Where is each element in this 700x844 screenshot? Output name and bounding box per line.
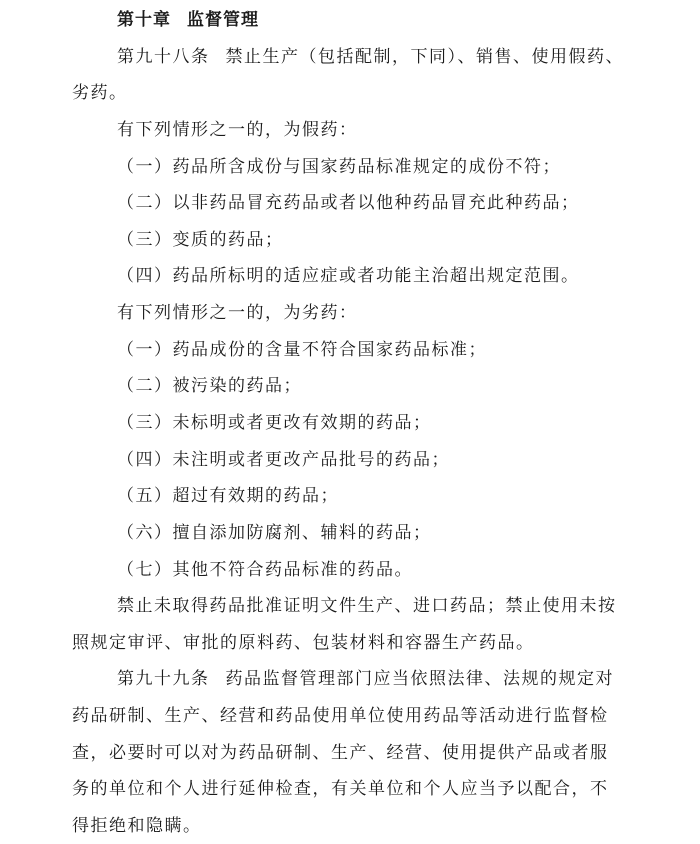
chapter-title: 监督管理 <box>187 10 259 30</box>
fake-drug-intro: 有下列情形之一的，为假药： <box>117 120 358 140</box>
chapter-heading <box>117 8 259 32</box>
inferior-item-1: （一）药品成份的含量不符合国家药品标准； <box>117 340 487 360</box>
article-98-text-line1: 禁止生产（包括配制，下同）、销售、使用假药、 <box>225 47 624 67</box>
article-99-line3: 查，必要时可以对为药品研制、生产、经营、使用提供产品或者服 <box>72 743 609 763</box>
inferior-item-3: （三）未标明或者更改有效期的药品； <box>117 413 432 433</box>
inferior-drug-intro: 有下列情形之一的，为劣药： <box>117 303 358 323</box>
article-98-label: 第九十八条 <box>117 47 210 67</box>
article-99-line1: 药品监督管理部门应当依照法律、法规的规定对 <box>225 669 614 689</box>
inferior-item-7: （七）其他不符合药品标准的药品。 <box>117 560 413 580</box>
article-99-line2: 药品研制、生产、经营和药品使用单位使用药品等活动进行监督检 <box>72 706 609 726</box>
fake-item-2: （二）以非药品冒充药品或者以他种药品冒充此种药品； <box>117 193 580 213</box>
fake-item-1: （一）药品所含成份与国家药品标准规定的成份不符； <box>117 157 561 177</box>
article-98-first-line <box>117 45 624 69</box>
inferior-item-2: （二）被污染的药品； <box>117 376 302 396</box>
inferior-item-4: （四）未注明或者更改产品批号的药品； <box>117 450 450 470</box>
fake-item-4: （四）药品所标明的适应症或者功能主治超出规定范围。 <box>117 266 580 286</box>
article-99-first-line <box>117 667 614 691</box>
prohibition-line2: 照规定审评、审批的原料药、包装材料和容器生产药品。 <box>72 633 535 653</box>
inferior-item-6: （六）擅自添加防腐剂、辅料的药品； <box>117 523 432 543</box>
chapter-label: 第十章 <box>117 10 171 30</box>
article-99-line4: 务的单位和个人进行延伸检查，有关单位和个人应当予以配合，不 <box>72 779 609 799</box>
article-99-line5: 得拒绝和隐瞒。 <box>72 816 202 836</box>
article-99-label: 第九十九条 <box>117 669 210 689</box>
inferior-item-5: （五）超过有效期的药品； <box>117 486 339 506</box>
prohibition-line1: 禁止未取得药品批准证明文件生产、进口药品；禁止使用未按 <box>117 596 617 616</box>
fake-item-3: （三）变质的药品； <box>117 230 284 250</box>
article-98-text-line2: 劣药。 <box>72 83 128 103</box>
